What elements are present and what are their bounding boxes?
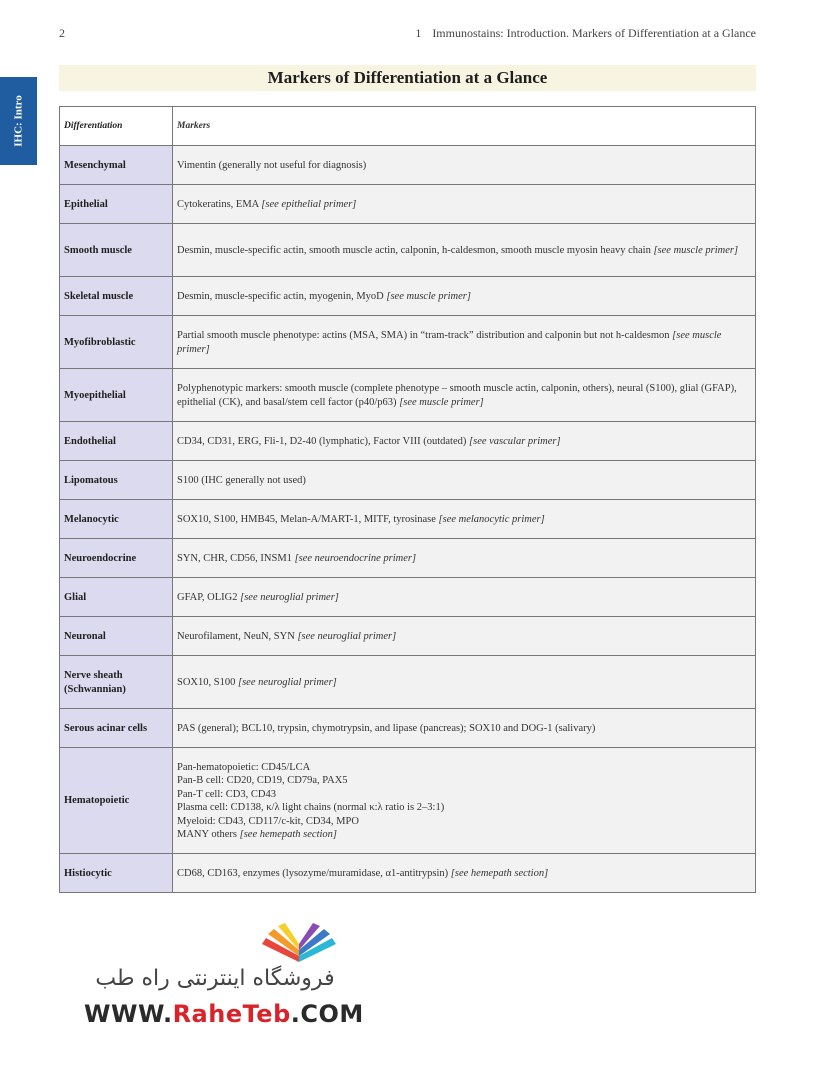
differentiation-cell: Neuronal — [60, 617, 173, 656]
table-row — [60, 617, 756, 656]
markers-text: Vimentin (generally not useful for diagnosis) — [177, 159, 367, 171]
header-markers: Markers — [173, 107, 756, 146]
marker-line-text: MANY others — [177, 829, 237, 840]
watermark-url — [84, 1000, 364, 1028]
chapter-number: 1 — [415, 26, 422, 40]
markers-text: Cytokeratins, EMA — [177, 198, 259, 210]
table-row — [60, 656, 756, 709]
table-row — [60, 461, 756, 500]
differentiation-cell: Glial — [60, 578, 173, 617]
primer-reference: [see neuroglial primer] — [237, 676, 337, 688]
primer-reference: [see melanocytic primer] — [438, 513, 545, 525]
primer-reference: [see hemepath section] — [239, 829, 338, 840]
primer-reference: [see muscle primer] — [653, 244, 739, 256]
url-prefix: WWW. — [84, 1000, 173, 1028]
title-bar — [59, 65, 756, 91]
markers-text: SYN, CHR, CD56, INSM1 — [177, 552, 292, 564]
primer-reference: [see neuroglial primer] — [297, 630, 397, 642]
marker-line — [177, 828, 751, 842]
markers-cell — [173, 369, 756, 422]
table-row — [60, 422, 756, 461]
differentiation-cell: Myoepithelial — [60, 369, 173, 422]
markers-cell — [173, 617, 756, 656]
markers-text: Partial smooth muscle phenotype: actins (MSA, SMA) in “tram-track” distribution and calponin but not h-caldesmon — [177, 330, 670, 341]
markers-cell — [173, 185, 756, 224]
table-row — [60, 185, 756, 224]
marker-line: Plasma cell: CD138, κ/λ light chains (normal κ:λ ratio is 2–3:1) — [177, 802, 445, 813]
marker-line: Pan-B cell: CD20, CD19, CD79a, PAX5 — [177, 775, 348, 786]
primer-reference: [see muscle primer] — [399, 396, 484, 408]
differentiation-cell: Hematopoietic — [60, 748, 173, 854]
markers-cell — [173, 316, 756, 369]
markers-text: PAS (general); BCL10, trypsin, chymotrypsin, and lipase (pancreas); SOX10 and DOG-1 (salivary) — [177, 722, 596, 734]
markers-text: SOX10, S100 — [177, 676, 236, 688]
markers-text: Desmin, muscle-specific actin, smooth muscle actin, calponin, h-caldesmon, smooth muscle myosin heavy chain — [177, 244, 651, 256]
url-suffix: .COM — [290, 1000, 364, 1028]
differentiation-cell: Melanocytic — [60, 500, 173, 539]
section-side-tab — [0, 77, 37, 165]
markers-text: Desmin, muscle-specific actin, myogenin, MyoD — [177, 290, 384, 302]
markers-cell — [173, 224, 756, 277]
markers-text: S100 (IHC generally not used) — [177, 474, 306, 486]
markers-text: CD34, CD31, ERG, Fli-1, D2-40 (lymphatic), Factor VIII (outdated) — [177, 435, 467, 447]
primer-reference: [see neuroendocrine primer] — [294, 552, 417, 564]
primer-reference: [see muscle primer] — [386, 290, 471, 302]
markers-cell — [173, 146, 756, 185]
primer-reference: [see vascular primer] — [469, 435, 561, 447]
primer-reference: [see hemepath section] — [450, 867, 549, 879]
table-row — [60, 709, 756, 748]
differentiation-cell: Myofibroblastic — [60, 316, 173, 369]
url-brand: RaheTeb — [172, 1000, 291, 1028]
table-row — [60, 539, 756, 578]
differentiation-cell: Serous acinar cells — [60, 709, 173, 748]
table-row — [60, 578, 756, 617]
differentiation-cell: Neuroendocrine — [60, 539, 173, 578]
running-title: Immunostains: Introduction. Markers of Differentiation at a Glance — [432, 26, 756, 40]
differentiation-cell: Skeletal muscle — [60, 277, 173, 316]
markers-cell — [173, 578, 756, 617]
book-rainbow-icon — [254, 922, 344, 964]
markers-cell — [173, 854, 756, 893]
marker-line: Myeloid: CD43, CD117/c-kit, CD34, MPO — [177, 815, 359, 827]
differentiation-cell: Histiocytic — [60, 854, 173, 893]
differentiation-cell: Epithelial — [60, 185, 173, 224]
markers-cell — [173, 422, 756, 461]
differentiation-cell: Endothelial — [60, 422, 173, 461]
markers-text: Polyphenotypic markers: smooth muscle (complete phenotype – smooth muscle actin, calponin, others), neural (S100), glial (GFAP), epithelial (CK), and basal/stem cell factor (p40/p63) — [177, 383, 737, 408]
markers-text: SOX10, S100, HMB45, Melan-A/MART-1, MITF, tyrosinase — [177, 513, 436, 525]
markers-cell — [173, 461, 756, 500]
running-header — [415, 26, 756, 41]
primer-reference: [see epithelial primer] — [261, 198, 357, 210]
differentiation-cell: Mesenchymal — [60, 146, 173, 185]
table-row — [60, 277, 756, 316]
primer-reference: [see neuroglial primer] — [240, 591, 339, 603]
markers-cell — [173, 748, 756, 854]
markers-text: Neurofilament, NeuN, SYN — [177, 630, 295, 642]
table-row — [60, 224, 756, 277]
markers-text: CD68, CD163, enzymes (lysozyme/muramidase, α1-antitrypsin) — [177, 867, 449, 879]
marker-line: Pan-hematopoietic: CD45/LCA — [177, 761, 311, 773]
differentiation-cell: Smooth muscle — [60, 224, 173, 277]
markers-cell — [173, 656, 756, 709]
page-number: 2 — [59, 26, 65, 40]
markers-table — [59, 106, 756, 893]
markers-text: GFAP, OLIG2 — [177, 591, 238, 603]
differentiation-cell: Lipomatous — [60, 461, 173, 500]
table-row — [60, 369, 756, 422]
markers-cell — [173, 709, 756, 748]
primer-reference: [see muscle primer] — [177, 330, 722, 355]
table-row — [60, 316, 756, 369]
side-tab-label: IHC: Intro — [12, 95, 25, 147]
watermark-persian-text: فروشگاه اینترنتی راه طب — [95, 966, 335, 991]
table-row — [60, 500, 756, 539]
table-header-row — [60, 107, 756, 146]
table-row-hematopoietic — [60, 748, 756, 854]
table-row-histiocytic — [60, 854, 756, 893]
table-row — [60, 146, 756, 185]
marker-line: Pan-T cell: CD3, CD43 — [177, 788, 276, 800]
markers-cell — [173, 500, 756, 539]
watermark-logo — [84, 922, 364, 1032]
page-title: Markers of Differentiation at a Glance — [267, 68, 548, 87]
markers-cell — [173, 539, 756, 578]
differentiation-cell: Nerve sheath (Schwannian) — [60, 656, 173, 709]
markers-cell — [173, 277, 756, 316]
header-differentiation: Differentiation — [60, 107, 173, 146]
